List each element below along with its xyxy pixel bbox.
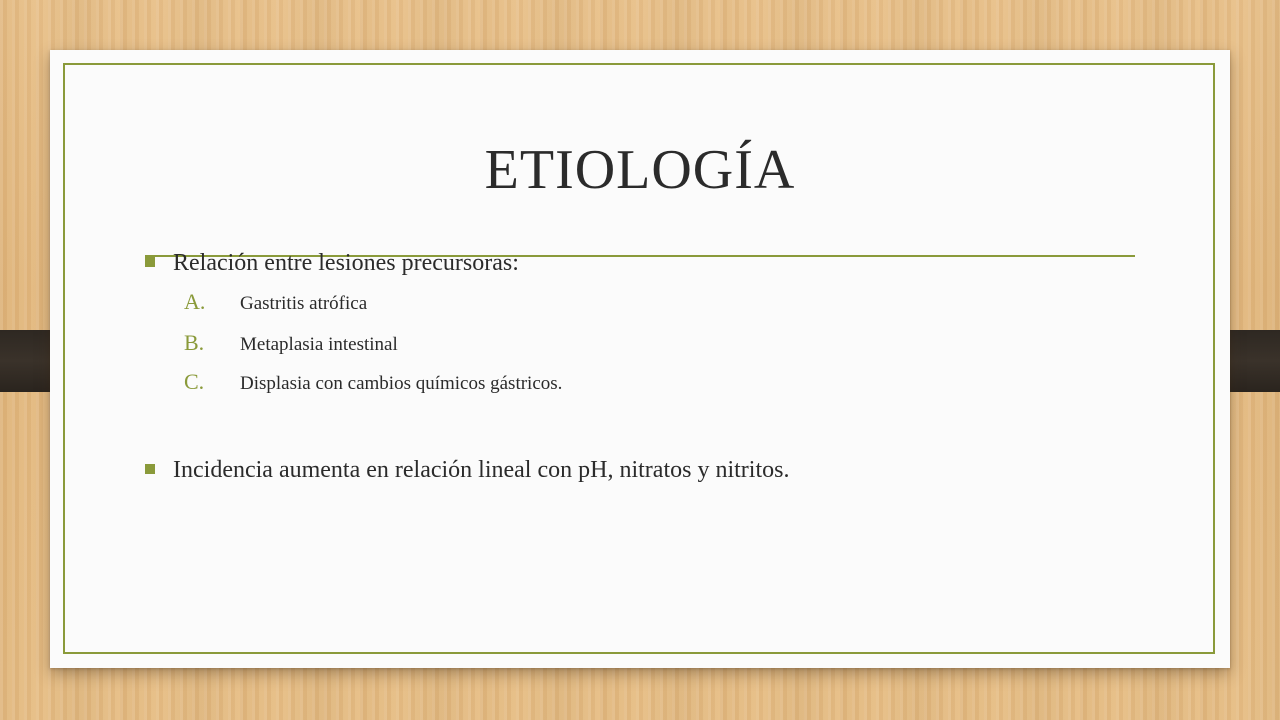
- sub-item-text: Gastritis atrófica: [240, 293, 368, 314]
- sub-item-text: Metaplasia intestinal: [240, 334, 398, 355]
- square-bullet-icon: [145, 464, 155, 474]
- bullet-item: [145, 457, 789, 484]
- sub-item-marker: B.: [184, 330, 205, 355]
- bullet-item: [145, 250, 519, 277]
- sub-item-text: Displasia con cambios químicos gástricos.: [240, 373, 563, 394]
- bullet-text: Relación entre lesiones precursoras:: [173, 250, 519, 276]
- slide-title: ETIOLOGÍA: [484, 139, 796, 201]
- sub-item-marker: C.: [184, 369, 205, 394]
- sub-item-marker: A.: [184, 289, 206, 314]
- sub-item: [184, 289, 367, 315]
- bullet-text: Incidencia aumenta en relación lineal con pH, nitratos y nitritos.: [173, 457, 790, 483]
- square-bullet-icon: [145, 257, 155, 267]
- sub-item: [184, 330, 398, 356]
- sub-item: [184, 369, 562, 395]
